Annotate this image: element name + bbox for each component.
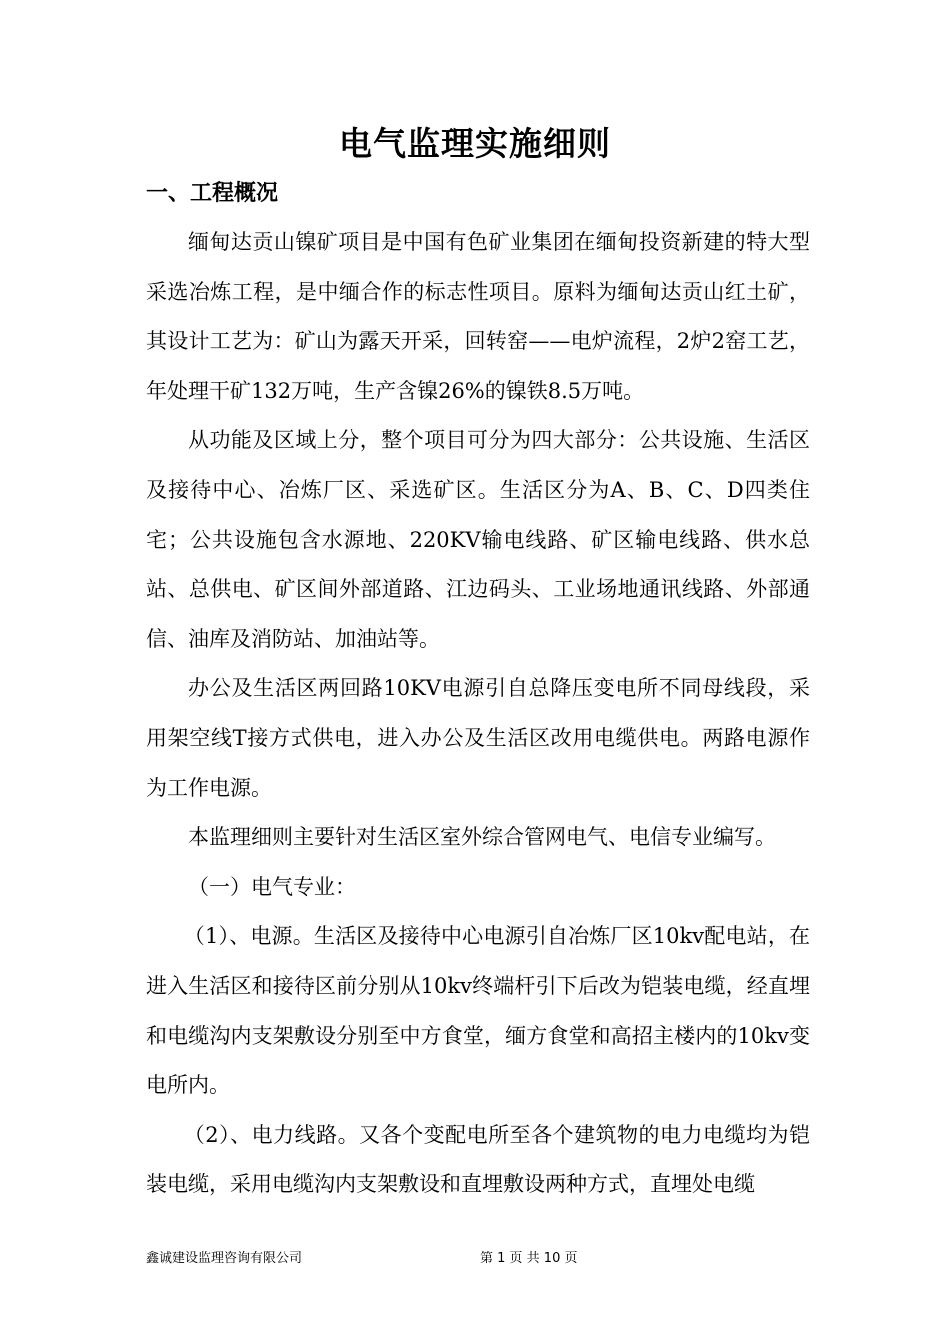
document-title: 电气监理实施细则: [339, 124, 611, 163]
subheading: （一）电气专业：: [188, 874, 356, 899]
paragraph: 缅甸达贡山镍矿项目是中国有色矿业集团在缅甸投资新建的特大型采选冶炼工程，是中缅合作的标志性项目。原料为缅甸达贡山红土矿，其设计工艺为：矿山为露天开采，回转窑——电炉流程，2炉2窑工艺，年处理干矿132万吨，生产含镍26%的镍铁8.5万吨。: [146, 230, 810, 403]
paragraph: （2）、电力线路。又各个变配电所至各个建筑物的电力电缆均为铠装电缆，采用电缆沟内支架敷设和直埋敷设两种方式，直埋处电缆: [146, 1122, 810, 1197]
section-heading: 一、工程概况: [146, 180, 279, 206]
paragraph: 本监理细则主要针对生活区室外综合管网电气、电信专业编写。: [188, 825, 776, 850]
document-body: [146, 218, 810, 1210]
paragraph: 办公及生活区两回路10KV电源引自总降压变电所不同母线段，采用架空线T接方式供电，进入办公及生活区改用电缆供电。两路电源作为工作电源。: [146, 676, 810, 800]
paragraph: （1）、电源。生活区及接待中心电源引自冶炼厂区10kv配电站，在进入生活区和接待区前分别从10kv终端杆引下后改为铠装电缆，经直埋和电缆沟内支架敷设分别至中方食堂，缅方食堂和高招主楼内的10kv变电所内。: [146, 924, 810, 1098]
paragraph: 从功能及区域上分，整个项目可分为四大部分：公共设施、生活区及接待中心、冶炼厂区、采选矿区。生活区分为A、B、C、D四类住宅；公共设施包含水源地、220KV输电线路、矿区输电线路、供水总站、总供电、矿区间外部道路、江边码头、工业场地通讯线路、外部通信、油库及消防站、加油站等。: [146, 428, 810, 651]
footer-page-number: 第 1 页 共 10 页: [480, 1251, 578, 1266]
footer-company: 鑫诚建设监理咨询有限公司: [146, 1251, 303, 1266]
